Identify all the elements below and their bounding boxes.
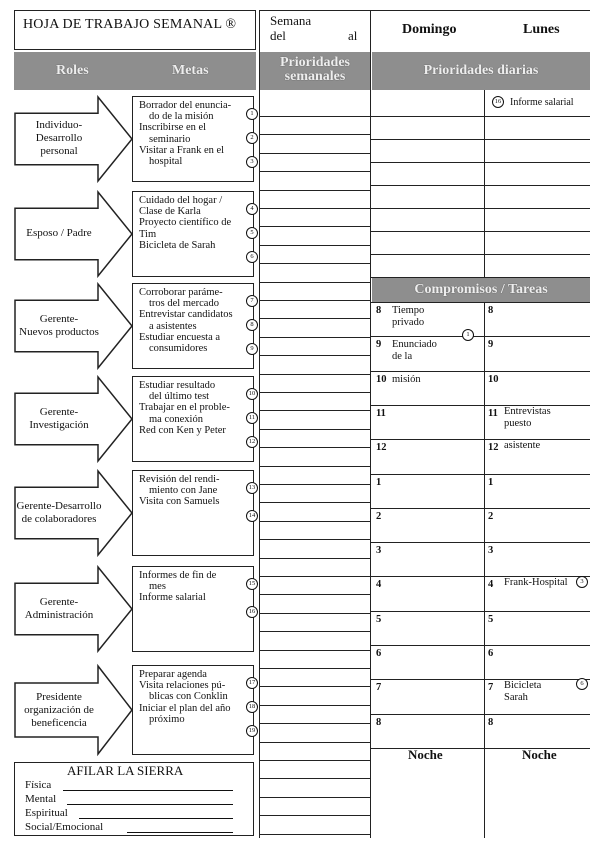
weekly-priority-line[interactable] [260,429,370,430]
sunday-hour-8[interactable]: 8 [376,716,382,728]
monday-hour-6[interactable]: 6 [488,648,494,659]
weekly-priority-line[interactable] [260,300,370,301]
goal-marker-icon: 10 [246,388,258,400]
weekly-priority-line[interactable] [260,668,370,669]
week-from: del [270,28,286,43]
role-label-4 [16,393,102,445]
sunday-hour-12[interactable]: 12 [376,442,387,454]
role-label-line: Desarrollo personal [35,132,83,158]
weekly-priority-line[interactable] [260,686,370,687]
goal-text: Red con Ken y Peter [139,424,226,436]
goals-box-2[interactable] [132,191,254,277]
marker-icon-bicycle: 6 [576,678,588,690]
monday-4-entry[interactable]: Frank-Hospital [504,577,568,588]
daily-priority-line[interactable] [371,185,590,186]
hour-divider [371,508,590,509]
role-label-2 [16,208,102,260]
goal-text: Corroborar paráme- [139,287,223,298]
sharpen-item-spiritual: Espiritual [25,807,68,819]
monday-hour-11[interactable]: 11 [488,407,498,419]
goal-marker-icon: 7 [246,295,258,307]
sunday-9-text-b: de la [392,351,413,362]
marker-icon-daily-priority: 16 [492,96,504,108]
weekly-priority-line[interactable] [260,153,370,154]
monday-hour-10[interactable]: 10 [488,373,499,385]
goal-marker-icon: 3 [246,156,258,168]
monday-11-text-b: puesto [504,418,532,429]
goals-box-3[interactable] [132,283,254,369]
weekly-priority-line[interactable] [260,797,370,798]
monday-11-text: Entrevistas [504,406,551,417]
goal-marker-icon: 1 [246,108,258,120]
sharpen-saw-title: AFILAR LA SIERRA [67,763,184,778]
goal-marker-icon: 6 [246,251,258,263]
goal-text: Visitar a Frank en el [139,144,225,156]
weekly-priority-line[interactable] [260,263,370,264]
role-label-line: Nuevos productos [19,325,99,338]
role-label-line: Administración [24,608,94,621]
hour-divider [371,748,590,749]
weekly-priority-line[interactable] [260,116,370,117]
monday-7-text: Bicicleta [504,680,542,691]
hour-divider [371,611,590,612]
weekly-priority-line[interactable] [260,834,370,835]
weekly-priority-line[interactable] [260,282,370,283]
sunday-hour-8[interactable]: 8 [376,305,382,316]
goal-text: Iniciar el plan del año [139,702,231,714]
role-label-line: Gerente-Desarrollo [16,499,102,512]
goals-box-1[interactable] [132,96,254,182]
sharpen-line-physical[interactable] [63,790,233,791]
monday-7-entry[interactable] [504,680,541,704]
goal-text: Preparar agenda [139,669,207,680]
monday-12-entry[interactable]: asistente [504,440,541,451]
goal-text: consumidores [149,343,208,355]
weekly-priority-line[interactable] [260,226,370,227]
weekly-priority-line[interactable] [260,650,370,651]
sharpen-item-social: Social/Emocional [25,821,104,833]
goal-text: Trabajar en el proble- [139,402,230,414]
daily-priority-line[interactable] [371,231,590,232]
goal-text: Informes de fin de [139,570,217,581]
sunday-8-text-b: privado [392,317,425,328]
role-label-1 [16,113,102,165]
divider-days [484,52,485,838]
goal-marker-icon: 19 [246,725,258,737]
goal-marker-icon: 13 [246,482,258,494]
daily-priority-line[interactable] [371,116,590,117]
sharpen-line-spiritual[interactable] [79,818,233,819]
role-label-7 [16,683,102,737]
role-label-line: Gerente- [39,405,79,418]
sunday-9-text: Enunciado [392,339,437,350]
weekly-priority-line[interactable] [260,558,370,559]
monday-7-text-b: Sarah [504,692,528,703]
goal-text: Clase de Karla [139,206,201,218]
top-border [259,10,590,11]
weekly-priority-line[interactable] [260,134,370,135]
goal-text: seminario [149,133,191,145]
goal-marker-icon: 2 [246,132,258,144]
sunday-hour-10[interactable]: 10 [376,373,387,385]
sunday-hour-4[interactable]: 4 [376,579,382,591]
monday-hour-9[interactable]: 9 [488,339,494,351]
hour-divider [371,645,590,646]
weekly-priority-line[interactable] [260,521,370,522]
role-label-line: Individuo- [35,119,83,132]
goals-box-4[interactable] [132,376,254,462]
monday-hour-8[interactable]: 8 [488,305,494,316]
evening-monday: Noche [522,747,557,762]
goal-marker-icon: 5 [246,227,258,239]
daily-priority-line[interactable] [371,254,590,255]
daily-priority-line[interactable] [371,162,590,163]
role-label-6 [16,583,102,635]
goal-marker-icon: 17 [246,677,258,689]
sunday-10-entry[interactable]: misión [392,374,421,385]
weekly-priority-line[interactable] [260,171,370,172]
hour-divider [371,714,590,715]
sharpen-line-mental[interactable] [67,804,233,805]
goal-marker-icon: 8 [246,319,258,331]
goal-text: Informe salarial [139,592,206,604]
goal-text: Entrevistar candidatos [139,309,233,321]
goal-text: Tim [139,228,157,240]
weekly-priority-line[interactable] [260,447,370,448]
day-monday: Lunes [523,22,560,37]
marker-icon-hospital: 3 [576,576,588,588]
monday-priority[interactable]: Informe salarial [510,97,574,108]
hour-divider [371,679,590,680]
role-label-line: Gerente- [39,312,79,325]
goal-text: hospital [149,156,183,168]
goal-text: Visita relaciones pú- [139,680,226,692]
sunday-hour-11[interactable]: 11 [376,407,386,419]
sharpen-item-mental: Mental [25,793,57,805]
goal-text: Borrador del enuncia- [139,100,232,111]
weekly-priority-line[interactable] [260,337,370,338]
sunday-hour-7[interactable]: 7 [376,682,382,694]
sharpen-item-physical: Física [25,779,52,791]
weekly-priority-line[interactable] [260,613,370,614]
weekly-priority-line[interactable] [260,539,370,540]
monday-hour-2[interactable]: 2 [488,510,494,522]
sunday-hour-1[interactable]: 1 [376,476,382,488]
weekly-priorities-line2: semanales [284,69,346,84]
goals-box-6[interactable] [132,566,254,652]
sunday-8-entry[interactable] [392,305,424,329]
weekly-priority-line[interactable] [260,355,370,356]
weekly-priority-line[interactable] [260,502,370,503]
goal-text: mes [149,581,166,593]
marker-icon-mission: 1 [462,329,474,341]
monday-hour-7[interactable]: 7 [488,682,494,694]
goal-marker-icon: 4 [246,203,258,215]
sunday-hour-2[interactable]: 2 [376,510,382,522]
goal-marker-icon: 18 [246,701,258,713]
goal-text: Bicicleta de Sarah [139,239,216,251]
weekly-priority-line[interactable] [260,245,370,246]
sharpen-saw-box [14,762,254,836]
weekly-priority-line[interactable] [260,190,370,191]
goal-text: a asistentes [149,320,197,332]
week-to: al [348,28,358,43]
role-label-line: beneficencia [31,716,87,729]
hour-divider [371,336,590,337]
sunday-hour-9[interactable]: 9 [376,339,382,351]
goal-text: próximo [149,713,185,725]
goal-text: miento con Jane [149,485,218,497]
weekly-priority-line[interactable] [260,410,370,411]
goal-text: Estudiar encuesta a [139,331,221,343]
role-label-line: Gerente- [39,595,79,608]
hour-divider [371,542,590,543]
appointments-label: Compromisos / Tareas [414,282,548,297]
goals-header: Metas [172,63,209,78]
weekly-priority-line[interactable] [260,594,370,595]
goal-text: blicas con Conklin [149,691,228,703]
roles-goals-header [14,52,256,90]
monday-hour-1[interactable]: 1 [488,476,494,488]
goal-text: Cuidado del hogar / [139,195,223,206]
role-label-line: Presidente [36,690,82,703]
sheet-title: HOJA DE TRABAJO SEMANAL ® [23,17,237,32]
sunday-hour-3[interactable]: 3 [376,545,382,557]
goal-marker-icon: 14 [246,510,258,522]
role-label-3 [16,300,102,352]
goal-text: do de la misión [149,111,214,123]
hour-divider [371,474,590,475]
goal-text: Estudiar resultado [139,380,216,391]
goal-marker-icon: 15 [246,578,258,590]
hour-divider [371,371,590,372]
weekly-priorities-header [260,52,370,90]
weekly-priority-line[interactable] [260,374,370,375]
weekly-priority-line[interactable] [260,723,370,724]
goal-text: del último test [149,391,210,403]
daily-priority-line[interactable] [371,208,590,209]
roles-header: Roles [56,63,89,78]
weekly-priority-line[interactable] [260,576,370,577]
role-label-line: de colaboradores [21,512,97,525]
role-label-5 [16,487,102,539]
weekly-priority-line[interactable] [260,778,370,779]
title-box [14,10,256,50]
goal-text: Proyecto científico de [139,217,232,229]
goals-box-7[interactable] [132,665,254,755]
goal-text: Revisión del rendi- [139,474,220,485]
weekly-priority-line[interactable] [260,318,370,319]
role-label-line: Investigación [29,418,89,431]
goal-text: Visita con Samuels [139,496,220,508]
goal-text: Inscribirse en el [139,122,207,134]
daily-priorities-header [372,52,590,90]
weekly-priorities-line1: Prioridades [280,55,350,70]
sunday-8-text: Tiempo [392,305,425,316]
weekly-priority-line[interactable] [260,760,370,761]
weekly-priority-line[interactable] [260,631,370,632]
monday-hour-12[interactable]: 12 [488,442,499,454]
weekly-priority-line[interactable] [260,815,370,816]
sunday-9-entry[interactable] [392,339,437,363]
day-sunday: Domingo [402,22,457,37]
week-label: Semana [270,13,312,28]
goal-text: ma conexión [149,413,203,425]
hour-divider [371,302,590,303]
monday-hour-3[interactable]: 3 [488,545,494,557]
goal-marker-icon: 16 [246,606,258,618]
daily-priorities-label: Prioridades diarias [423,63,539,78]
role-label-line: organización de [24,703,94,716]
appointments-header [372,278,590,302]
sunday-hour-5[interactable]: 5 [376,613,382,625]
goal-marker-icon: 11 [246,412,258,424]
hour-divider [371,439,590,440]
sharpen-line-social[interactable] [127,832,233,833]
hour-divider [371,405,590,406]
weekly-priority-line[interactable] [260,484,370,485]
monday-hour-4[interactable]: 4 [488,579,494,591]
weekly-priority-line[interactable] [260,742,370,743]
goal-text: tros del mercado [149,298,219,310]
monday-11-entry[interactable] [504,406,551,430]
monday-hour-8[interactable]: 8 [488,716,494,728]
weekly-priority-line[interactable] [260,392,370,393]
role-label-line: Esposo / Padre [26,227,92,240]
goal-marker-icon: 12 [246,436,258,448]
weekly-priority-line[interactable] [260,208,370,209]
daily-priority-line[interactable] [371,139,590,140]
evening-sunday: Noche [408,747,443,762]
monday-hour-5[interactable]: 5 [488,613,494,625]
weekly-priority-line[interactable] [260,705,370,706]
goal-marker-icon: 9 [246,343,258,355]
goals-box-5[interactable] [132,470,254,556]
weekly-priority-line[interactable] [260,466,370,467]
sunday-hour-6[interactable]: 6 [376,648,382,659]
